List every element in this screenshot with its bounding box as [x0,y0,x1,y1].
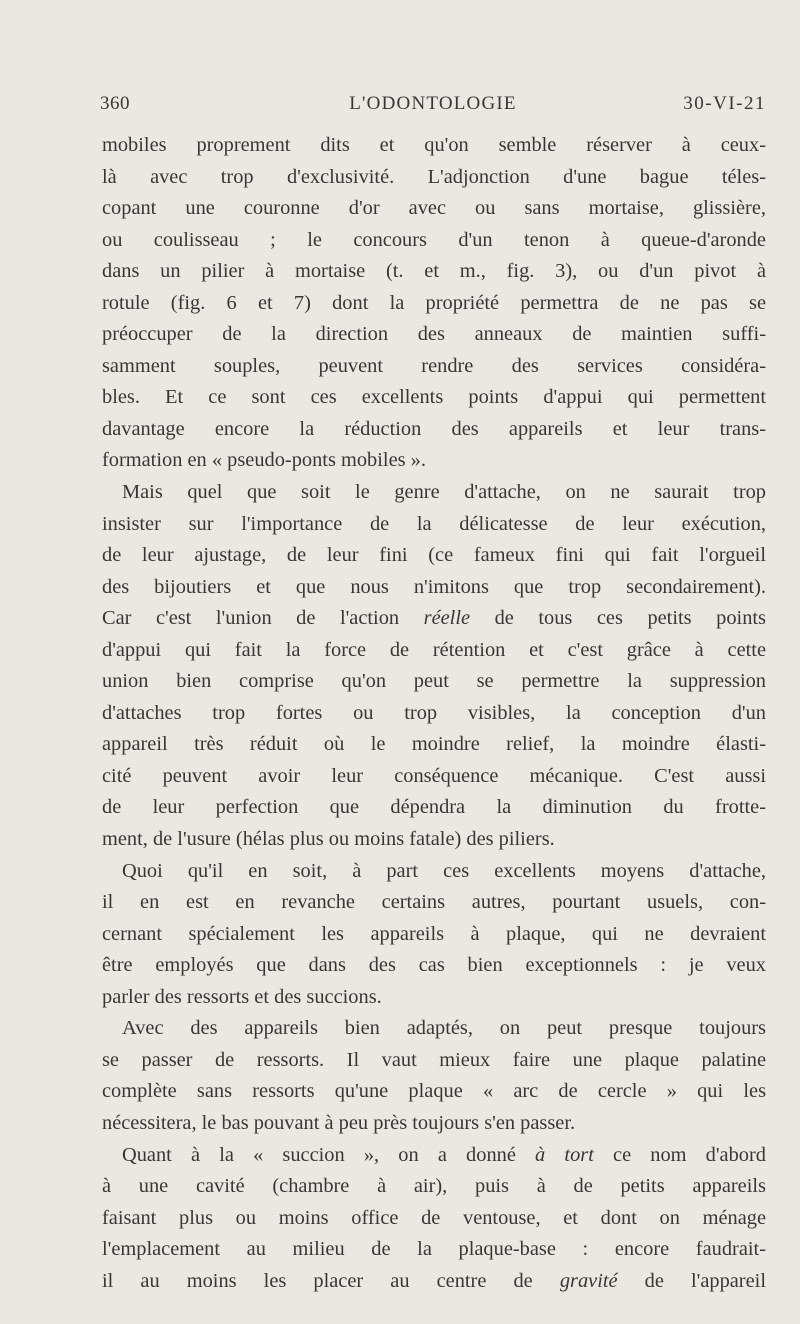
italic-emphasis: gravité [559,1269,618,1292]
text-line: ment, de l'usure (hélas plus ou moins fatale) des piliers. [102,828,555,851]
text-line: rotule (fig. 6 et 7) dont la propriété permettra de ne pas se [102,291,766,314]
text-line: il en est en revanche certains autres, pourtant usuels, con- [102,891,766,914]
text-line: union bien comprise qu'on peut se permettre la suppression [102,670,766,693]
running-header [100,93,766,123]
text-segment: ce nom d'abord [593,1143,766,1166]
body-text [102,130,766,1297]
text-line: l'emplacement au milieu de la plaque-base : encore faudrait- [102,1238,766,1261]
text-line [102,1140,766,1172]
text-line: insister sur l'importance de la délicatesse de leur exécution, [102,512,766,535]
page-number: 360 [100,93,130,114]
text-line: à une cavité (chambre à air), puis à de petits appareils [102,1175,766,1198]
text-line: parler des ressorts et des succions. [102,985,382,1008]
text-line: samment souples, peuvent rendre des services considéra- [102,354,766,377]
text-line: se passer de ressorts. Il vaut mieux faire une plaque palatine [102,1048,766,1071]
text-line: être employés que dans des cas bien exceptionnels : je veux [102,954,766,977]
text-line: nécessitera, le bas pouvant à peu près toujours s'en passer. [102,1111,576,1134]
text-line: Mais quel que soit le genre d'attache, on ne saurait trop [122,481,766,504]
text-line: complète sans ressorts qu'une plaque « arc de cercle » qui les [102,1080,766,1103]
text-line: Quoi qu'il en soit, à part ces excellents moyens d'attache, [122,859,766,882]
text-line: de leur ajustage, de leur fini (ce fameux fini qui fait l'orgueil [102,544,766,567]
text-line: Avec des appareils bien adaptés, on peut presque toujours [122,1017,766,1040]
text-line: ou coulisseau ; le concours d'un tenon à queue-d'aronde [102,228,766,251]
italic-emphasis: réelle [423,607,471,630]
text-segment: de tous ces petits points [470,607,766,630]
text-line [102,603,766,635]
text-line: bles. Et ce sont ces excellents points d'appui qui permettent [102,386,766,409]
text-line: d'appui qui fait la force de rétention et c'est grâce à cette [102,638,766,661]
text-line: dans un pilier à mortaise (t. et m., fig. 3), ou d'un pivot à [102,260,766,283]
text-line: des bijoutiers et que nous n'imitons que trop secondairement). [102,575,766,598]
text-line [102,1266,766,1298]
text-segment: Car c'est l'union de l'action [102,607,424,630]
text-segment: de l'appareil [617,1269,766,1292]
text-line: cernant spécialement les appareils à plaque, qui ne devraient [102,922,766,945]
journal-title: L'ODONTOLOGIE [349,93,517,114]
text-line: davantage encore la réduction des appareils et leur trans- [102,417,766,440]
text-line: appareil très réduit où le moindre relief, la moindre élasti- [102,733,766,756]
text-line: faisant plus ou moins office de ventouse, et dont on ménage [102,1206,766,1229]
text-line: préoccuper de la direction des anneaux de maintien suffi- [102,323,766,346]
text-line: mobiles proprement dits et qu'on semble réserver à ceux- [102,134,766,156]
italic-emphasis: à tort [535,1143,594,1166]
text-segment: Quant à la « succion », on a donné [122,1143,536,1166]
text-line: là avec trop d'exclusivité. L'adjonction d'une bague téles- [102,165,766,188]
issue-date: 30-VI-21 [683,93,766,114]
text-line: formation en « pseudo-ponts mobiles ». [102,449,426,472]
text-line: cité peuvent avoir leur conséquence mécanique. C'est aussi [102,764,766,787]
text-line: de leur perfection que dépendra la diminution du frotte- [102,796,766,819]
text-line: d'attaches trop fortes ou trop visibles, la conception d'un [102,701,766,724]
text-segment: il au moins les placer au centre de [102,1269,560,1292]
text-line: copant une couronne d'or avec ou sans mortaise, glissière, [102,197,766,220]
